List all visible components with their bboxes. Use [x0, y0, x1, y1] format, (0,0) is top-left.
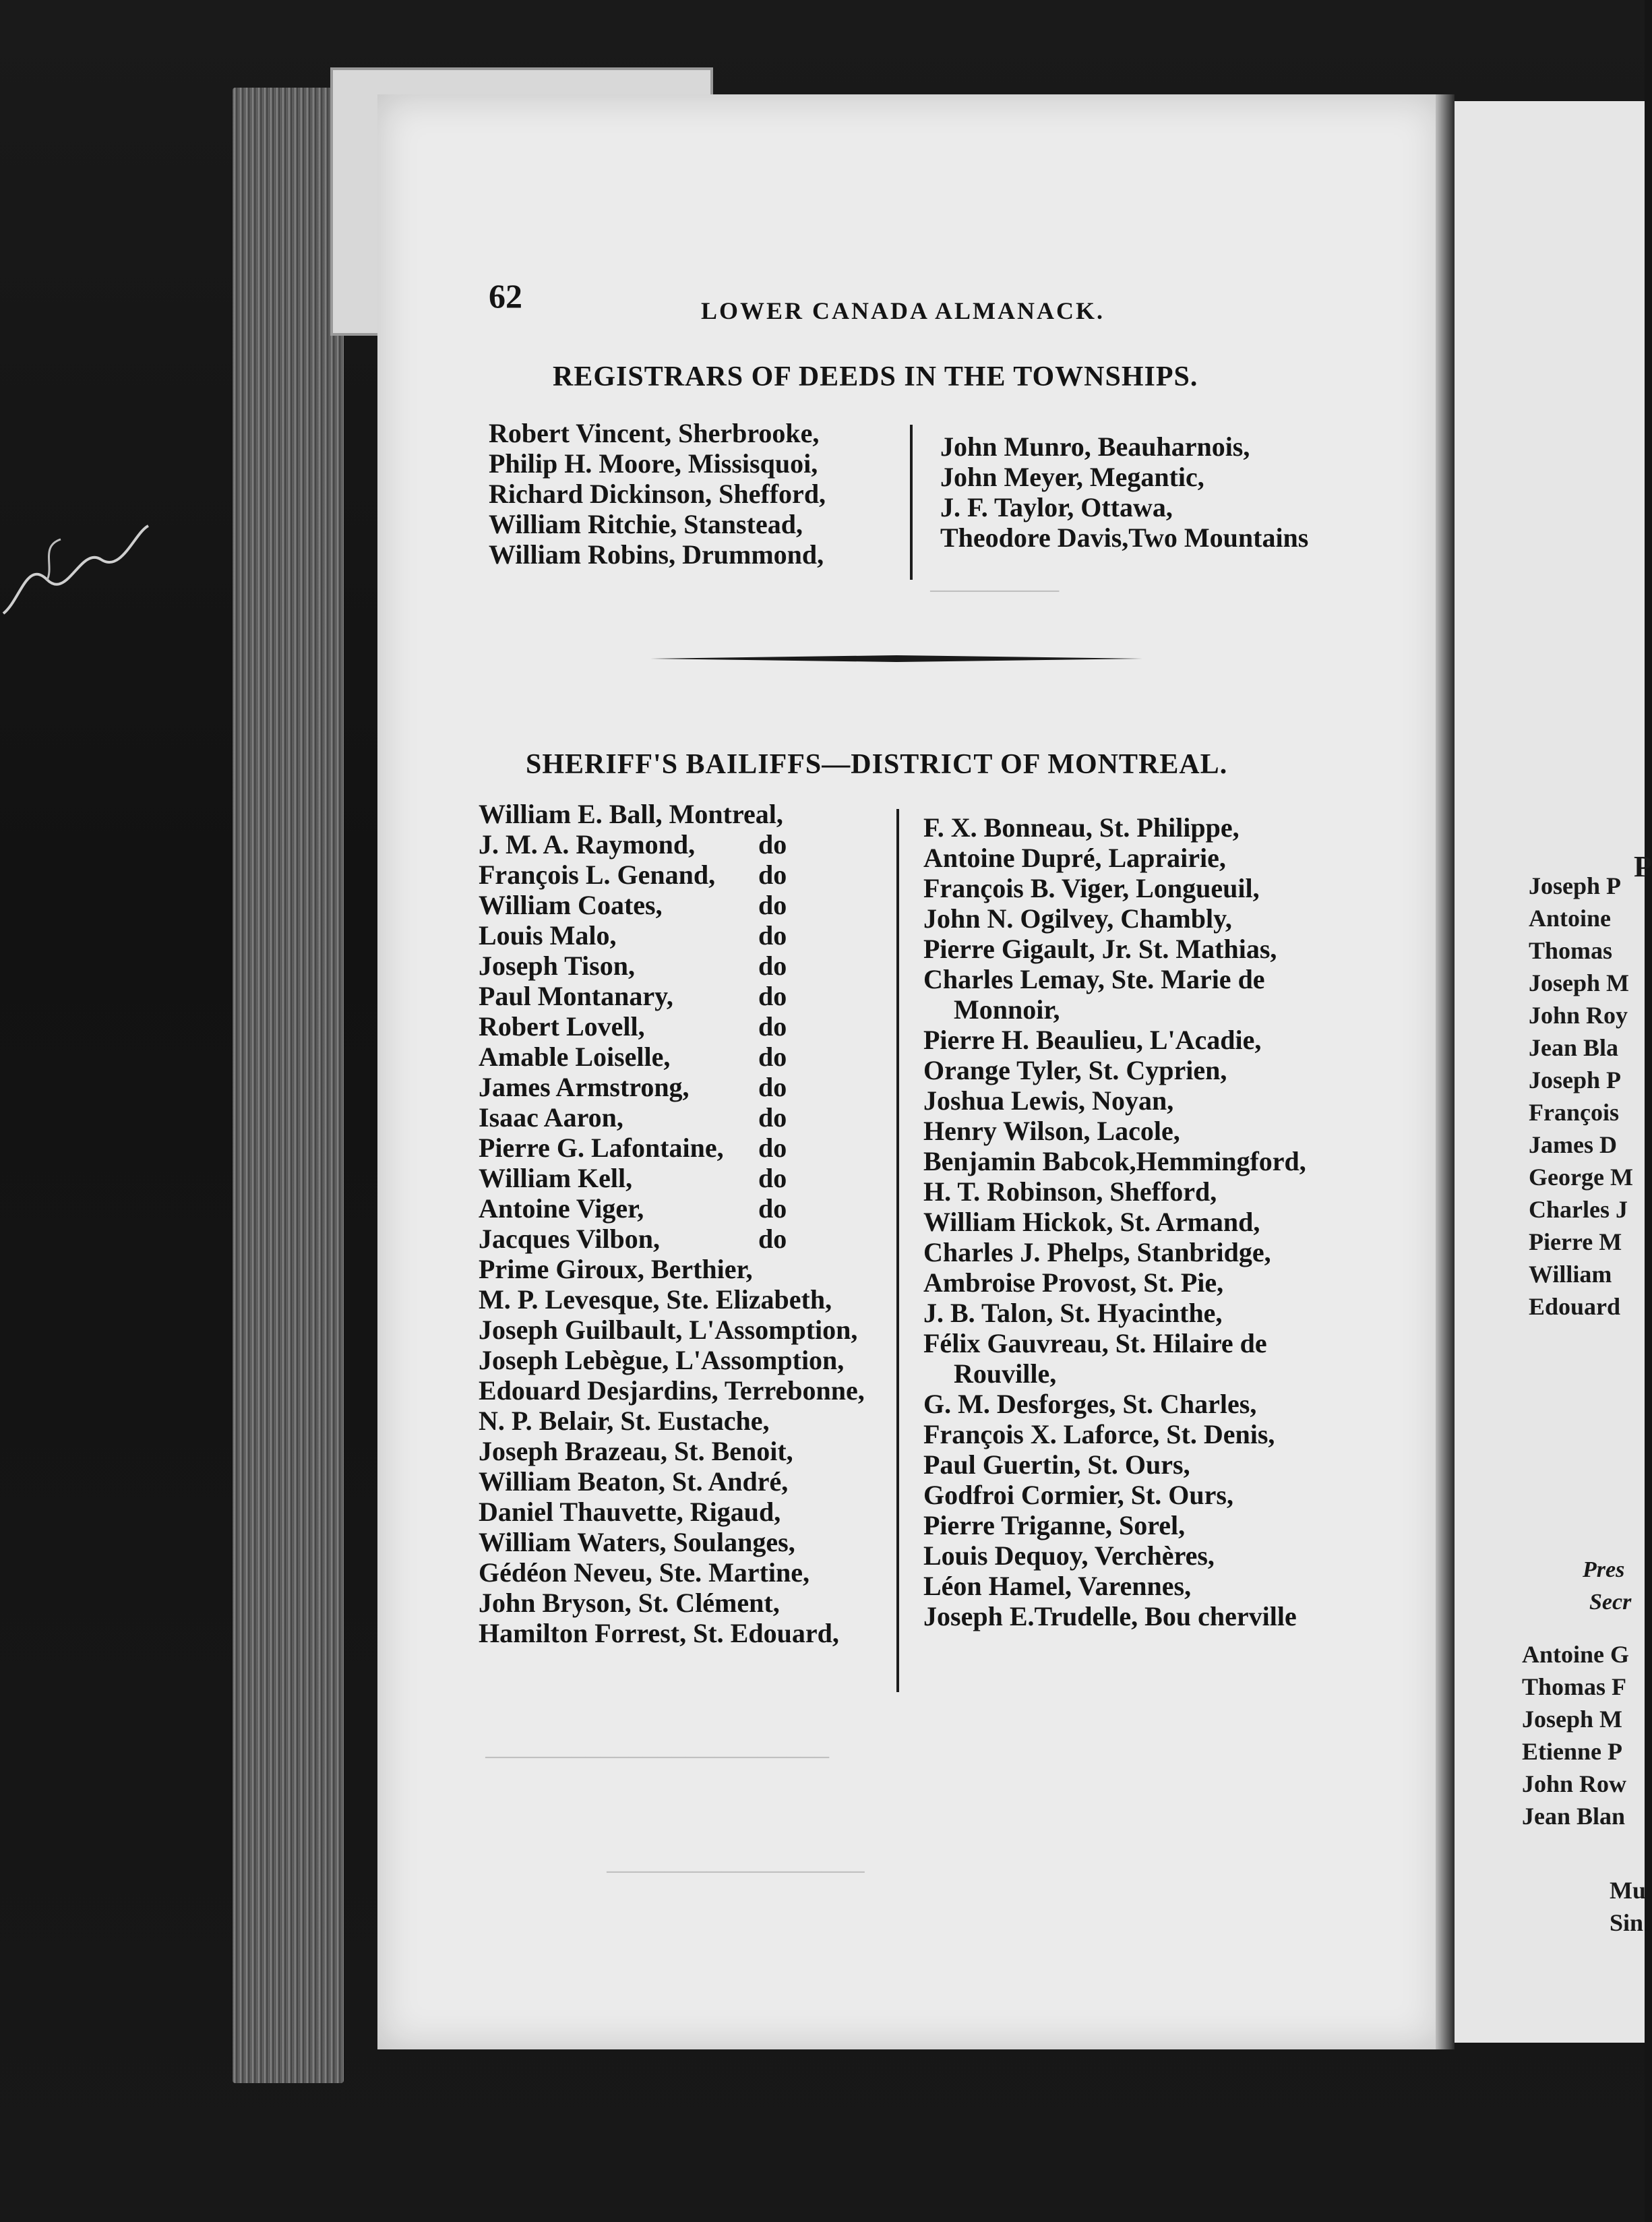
list-item: Daniel Thauvette, Rigaud,: [479, 1497, 781, 1527]
ditto-mark: do: [758, 1072, 787, 1102]
list-item: Gédéon Neveu, Ste. Martine,: [479, 1557, 810, 1588]
registrars-section-title: REGISTRARS OF DEEDS IN THE TOWNSHIPS.: [553, 361, 1198, 392]
list-item: Charles J: [1529, 1196, 1628, 1223]
list-item: F. X. Bonneau, St. Philippe,: [923, 812, 1240, 843]
ditto-mark: do: [758, 1011, 787, 1042]
facing-heading-letter: P: [1634, 850, 1652, 883]
list-item: William Robins, Drummond,: [489, 539, 824, 570]
list-item: Joseph P: [1529, 1067, 1622, 1093]
list-item: Charles J. Phelps, Stanbridge,: [923, 1237, 1271, 1267]
ditto-mark: do: [758, 951, 787, 981]
list-item: Joseph Brazeau, St. Benoit,: [479, 1436, 793, 1466]
list-item: John Row: [1522, 1770, 1627, 1797]
list-item: Isaac Aaron,: [479, 1102, 623, 1133]
list-item: François: [1529, 1099, 1619, 1126]
section-separator-rule: [650, 654, 1142, 663]
ditto-mark: do: [758, 860, 787, 890]
list-item: M. P. Levesque, Ste. Elizabeth,: [479, 1284, 832, 1315]
list-item: Prime Giroux, Berthier,: [479, 1254, 753, 1284]
list-item: John Meyer, Megantic,: [940, 462, 1204, 492]
list-item: William Waters, Soulanges,: [479, 1527, 795, 1557]
list-item: William Kell,: [479, 1163, 633, 1193]
list-item: Jean Blan: [1522, 1803, 1626, 1830]
list-item: Joseph M: [1529, 969, 1630, 996]
ditto-mark: do: [758, 1163, 787, 1193]
list-item: François X. Laforce, St. Denis,: [923, 1419, 1275, 1449]
book-gutter: [1436, 94, 1455, 2049]
list-item: William Ritchie, Stanstead,: [489, 509, 803, 539]
list-item: James D: [1529, 1131, 1617, 1158]
sheriffs-right-column: [923, 812, 1306, 1631]
bleed-through-texture: ─────────: [930, 580, 1060, 602]
list-item: Paul Montanary,: [479, 981, 673, 1011]
list-item: J. M. A. Raymond,: [479, 829, 696, 860]
list-item: Joseph Guilbault, L'Assomption,: [479, 1315, 858, 1345]
list-item: Orange Tyler, St. Cyprien,: [923, 1055, 1227, 1085]
list-item: Thomas: [1529, 937, 1613, 964]
list-item: Benjamin Babcok,Hemmingford,: [923, 1146, 1306, 1176]
list-item: John Munro, Beauharnois,: [940, 431, 1250, 462]
list-item: William Beaton, St. André,: [479, 1466, 789, 1497]
list-item: Joseph M: [1522, 1706, 1623, 1733]
list-item: William Hickok, St. Armand,: [923, 1207, 1260, 1237]
list-item: Amable Loiselle,: [479, 1042, 671, 1072]
registrars-right-column: [940, 431, 1308, 553]
list-item: Pierre Gigault, Jr. St. Mathias,: [923, 934, 1277, 964]
ditto-mark: do: [758, 890, 787, 920]
list-item: Antoine Viger,: [479, 1193, 644, 1224]
list-item: Léon Hamel, Varennes,: [923, 1571, 1192, 1601]
list-item: Ambroise Provost, St. Pie,: [923, 1267, 1224, 1298]
column-divider: [910, 425, 913, 580]
sheriffs-section-title: SHERIFF'S BAILIFFS—DISTRICT OF MONTREAL.: [526, 749, 1228, 780]
facing-list-a: [1529, 870, 1633, 1323]
ditto-mark: do: [758, 1102, 787, 1133]
list-item: William Coates,: [479, 890, 663, 920]
list-item: Thomas F: [1522, 1673, 1627, 1700]
list-item: Louis Malo,: [479, 920, 617, 951]
list-item: Mu: [1610, 1877, 1646, 1904]
list-item: Antoine: [1529, 905, 1612, 932]
list-item: François L. Genand,: [479, 860, 716, 890]
facing-page: [1455, 101, 1652, 2043]
list-item: Robert Lovell,: [479, 1011, 645, 1042]
list-item: Joseph Tison,: [479, 951, 635, 981]
list-item: Joseph P: [1529, 872, 1622, 899]
list-item: George M: [1529, 1164, 1633, 1191]
bleed-through-texture: ──────────────────: [607, 1861, 865, 1883]
list-item: John Bryson, St. Clément,: [479, 1588, 780, 1618]
list-item: John N. Ogilvey, Chambly,: [923, 903, 1232, 934]
list-item: Joseph Lebègue, L'Assomption,: [479, 1345, 845, 1375]
list-item: Paul Guertin, St. Ours,: [923, 1449, 1190, 1480]
sheriffs-left-column: [479, 799, 865, 1648]
ditto-mark: do: [758, 981, 787, 1011]
list-item: Philip H. Moore, Missisquoi,: [489, 448, 818, 479]
list-item: Joseph E.Trudelle, Bou cherville: [923, 1601, 1297, 1631]
list-item: Félix Gauvreau, St. Hilaire de: [923, 1328, 1267, 1358]
list-item: Pierre H. Beaulieu, L'Acadie,: [923, 1025, 1262, 1055]
book-page-edges: [233, 88, 344, 2083]
list-item: Henry Wilson, Lacole,: [923, 1116, 1180, 1146]
list-item: Pierre M: [1529, 1228, 1622, 1255]
list-item: Jacques Vilbon,: [479, 1224, 660, 1254]
list-item: François B. Viger, Longueuil,: [923, 873, 1260, 903]
page-number: 62: [489, 277, 522, 315]
registrars-left-column: [489, 418, 826, 570]
list-item: Etienne P: [1522, 1738, 1622, 1765]
ditto-mark: do: [758, 829, 787, 860]
list-item: Charles Lemay, Ste. Marie de: [923, 964, 1265, 994]
list-item: William: [1529, 1261, 1612, 1288]
ditto-column: [758, 829, 787, 1254]
facing-italic-label: Pres: [1583, 1557, 1625, 1582]
list-item: Edouard Desjardins, Terrebonne,: [479, 1375, 865, 1406]
ditto-mark: do: [758, 1042, 787, 1072]
list-item: Joshua Lewis, Noyan,: [923, 1085, 1174, 1116]
facing-list-c: [1610, 1874, 1646, 1939]
list-item: Pierre G. Lafontaine,: [479, 1133, 724, 1163]
list-item: Theodore Davis,Two Mountains: [940, 522, 1309, 553]
list-item: Jean Bla: [1529, 1034, 1619, 1061]
list-item: Hamilton Forrest, St. Edouard,: [479, 1618, 839, 1648]
list-item: J. B. Talon, St. Hyacinthe,: [923, 1298, 1223, 1328]
list-item: Pierre Triganne, Sorel,: [923, 1510, 1186, 1540]
ditto-mark: do: [758, 1133, 787, 1163]
list-item: J. F. Taylor, Ottawa,: [940, 492, 1173, 522]
list-item: Louis Dequoy, Verchères,: [923, 1540, 1215, 1571]
list-item: N. P. Belair, St. Eustache,: [479, 1406, 770, 1436]
list-item: G. M. Desforges, St. Charles,: [923, 1389, 1257, 1419]
list-item: Edouard: [1529, 1293, 1621, 1320]
facing-italic-label: Secr: [1589, 1590, 1632, 1615]
list-item: James Armstrong,: [479, 1072, 690, 1102]
list-item: Sin: [1610, 1909, 1644, 1936]
facing-list-b: [1522, 1638, 1629, 1832]
list-item: Robert Vincent, Sherbrooke,: [489, 418, 820, 448]
list-item: Richard Dickinson, Shefford,: [489, 479, 826, 509]
ditto-mark: do: [758, 1193, 787, 1224]
list-item: Godfroi Cormier, St. Ours,: [923, 1480, 1233, 1510]
list-item: Monnoir,: [954, 994, 1060, 1025]
list-item: Antoine G: [1522, 1641, 1630, 1668]
thread-fiber: [0, 519, 162, 640]
list-item: John Roy: [1529, 1002, 1628, 1029]
list-item: Antoine Dupré, Laprairie,: [923, 843, 1226, 873]
running-head: LOWER CANADA ALMANACK.: [701, 297, 1105, 324]
column-divider: [896, 809, 899, 1692]
bleed-through-texture: ────────────────────────: [485, 1746, 830, 1768]
ditto-mark: do: [758, 920, 787, 951]
list-item: H. T. Robinson, Shefford,: [923, 1176, 1217, 1207]
list-item: Rouville,: [954, 1358, 1057, 1389]
ditto-mark: do: [758, 1224, 787, 1254]
list-item: William E. Ball, Montreal,: [479, 799, 783, 829]
